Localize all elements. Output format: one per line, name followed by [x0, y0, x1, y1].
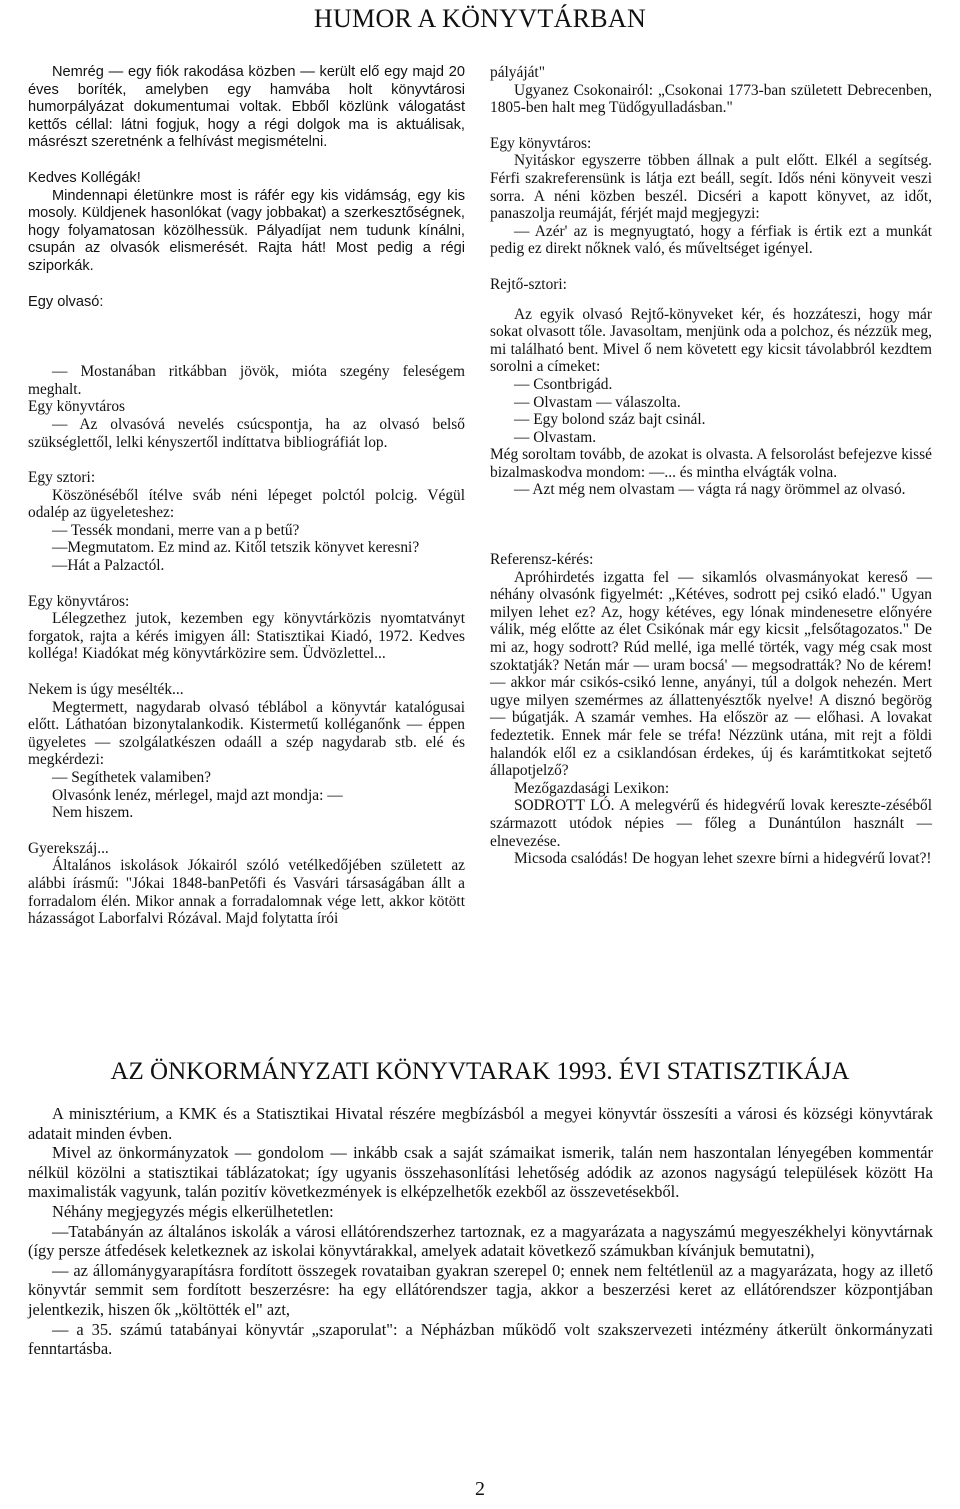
label-reference: Referensz-kérés:: [490, 551, 594, 569]
section-paragraph: Néhány megjegyzés mégis elkerülhetetlen:: [52, 1201, 334, 1221]
rejto-line: — Olvastam.: [514, 428, 597, 446]
story-line: —Megmutatom. Ez mind az. Kitől tetszik könyvet keresni?: [52, 539, 420, 557]
left-column: [28, 64, 465, 928]
section-title: AZ ÖNKORMÁNYZATI KÖNYVTARAK 1993. ÉVI STATISZTIKÁJA: [110, 1058, 850, 1085]
right-column: [490, 64, 932, 868]
librarian-3-text: Nyitáskor egyszerre többen állnak a pult előtt. Elkél a segítség. Férfi szakreferensünk is látja ezt beáll, segít. Idős néni könyveit veszi sorra. A néni közben beszél. Dicséri a kapott könyvet, az időt, panaszolja reumáját, férjét majd megjegyzi:: [490, 152, 932, 223]
label-librarian: Egy könyvtáros: [28, 398, 126, 416]
lexicon-text: SODROTT LÓ. A melegvérű és hidegvérű lovak kereszte-zéséből származott utódok népies — főleg a Dunántúlon használt — elnevezése.: [490, 797, 932, 850]
section-paragraph: —Tatabányán az általános iskolák a városi ellátórendszerhez tartoznak, ez a magyarázata a nagyszámú megyeszékhelyi könyvtárnak (így persze átfedések keletkeznek az iskolai könyvtárakkal, amelyek adatait következő számukban kívánjuk bemutatni),: [28, 1221, 933, 1261]
reader-text: — Mostanában ritkábban jövök, mióta szegény feleségem meghalt.: [28, 363, 465, 398]
story-text: Köszönéséből ítélve sváb néni lépeget polctól polcig. Végül odalép az ügyeleteshez:: [28, 486, 465, 522]
label-librarian-2: Egy könyvtáros:: [28, 592, 130, 610]
section-body: [28, 1104, 933, 1359]
told-text: Megtermett, nagydarab olvasó téblábol a könyvtár katalógusai előtt. Láthatóan bizonytalankodik. Kistermetű kolléganőnk — éppen ügyeletes — szolgálatkészen odaáll a szép nagydarab stb. elé és megkérdezi:: [28, 698, 465, 769]
label-story: Egy sztori:: [28, 469, 96, 487]
rejto-line: — Egy bolond száz bajt csinál.: [514, 411, 706, 429]
page-number: 2: [475, 1478, 485, 1500]
label-child: Gyerekszáj...: [28, 839, 109, 857]
csokonai-quote: Ugyanez Csokonairól: „Csokonai 1773-ban született Debrecenben, 1805-ben halt meg Tüdőgyulladásban.": [490, 81, 932, 117]
rejto-line: — Olvastam — válaszolta.: [514, 393, 681, 411]
label-librarian-3: Egy könyvtáros:: [490, 134, 592, 152]
librarian-2-text: Lélegzethez jutok, kezemben egy könyvtárközis nyomtatványt forgatok, rajta a kérés imigyen áll: Statisztikai Kiadó, 1972. Kedves kolléga! Kiadókat még könyvtárközire sem. Üdvözlettel...: [28, 610, 465, 663]
closing-text: Micsoda csalódás! De hogyan lehet szexre bírni a hidegvérű lovat?!: [514, 850, 932, 868]
label-rejto: Rejtő-sztori:: [490, 275, 567, 293]
greeting: Kedves Kollégák!: [28, 169, 141, 186]
rejto-text-2: Még soroltam tovább, de azokat is olvasta. A felsorolást befejezve kissé bizalmaskodva mondom: —... és mintha elvágták volna.: [490, 446, 932, 481]
lexicon-title: Mezőgazdasági Lexikon:: [514, 779, 670, 797]
told-line: Nem hiszem.: [52, 804, 134, 822]
section-paragraph: A minisztérium, a KMK és a Statisztikai Hivatal részére megbízásból a megyei könyvtár összesíti a városi és községi könyvtárak adatait minden évben.: [28, 1104, 933, 1143]
told-line: Olvasónk lenéz, mérlegel, majd azt mondja: —: [52, 786, 343, 804]
librarian-text: — Az olvasóvá nevelés csúcspontja, ha az olvasó belső szükséglettől, lelki kényszertől indíttatva bibliográfiát lop.: [28, 415, 465, 451]
section-paragraph: — a 35. számú tatabányai könyvtár „szaporulat": a Népházban működő volt szakszervezeti intézmény átkerült önkormányzati fenntartásba.: [28, 1319, 933, 1359]
rejto-quote: — Azt még nem olvastam — vágta rá nagy örömmel az olvasó.: [514, 481, 906, 499]
child-text: Általános iskolások Jókairól szóló vetélkedőjében született az alábbi írásmű: "Jókai 1848-banPetőfi és Vasvári társaságában állt a forradalom élén. Mikor annak a forradalomnak vége lett, akkor kötött házasságot Laborfalvi Rózával. Majd folytatta írói: [28, 857, 465, 928]
section-paragraph: — az állománygyarapításra fordított összegek rovataiban gyakran szerepel 0; ennek nem feltétlenül az a magyarázata, hogy az illető könyvtár semmit sem fordított beszerzésre: ha egy ellátórendszer tagja, akkor a beszerzési keret az ellátórendszer központjában jelentkezik, hiszen ők „költötték el" azt,: [28, 1260, 933, 1319]
librarian-3-quote: — Azér' az is megnyugtató, hogy a férfiak is értik ezt a munkát pedig ez direkt nőknek való, és műveltséget igényel.: [490, 222, 932, 258]
told-line: — Segíthetek valamiben?: [52, 769, 211, 786]
reference-text: Apróhirdetés izgatta fel — sikamlós olvasmányokat kereső — néhány olvasónk figyelmét: „Kétéves, sodrott pej csikó eladó." Ugyan milyen lehet ez? Az, hogy kétéves, egy lónak mindenesetre előnyére válik, még előtte az élet Csikónak már egy kicsit „felsőtagozatos." De mi az, hogy sodrott? Rúd mellé, iga mellé törték, vagy még csak most szoktatják? Netán már — uram bocsá' — megsodratták? No de kérem! — akkor már csikós-csikó lenne, anyányi, túl a dolgok nehezén. Mert ugye milyen szemérmes az állattenyésztők nyelve! A disznó begörög — búgatják. A szamár vemhes. Ha először az — előhasi. A lovakat fedeztetik. Ennek már fele se tréfa! Nézzünk utána, mit rejt a földi halandók elől ez a csiklandósan érdekes, új és karámtitkokat sejtető állapotjelző?: [490, 568, 932, 780]
label-reader: Egy olvasó:: [28, 293, 104, 310]
intro-paragraph: Nemrég — egy fiók rakodása közben — került elő egy majd 20 éves boríték, amelyben egy hamvába holt könyvtárosi humorpályázat dokumentumai voltak. Ebből közlünk válogatást kettős céllal: látni fogjuk, hogy a régi dolgok ma is aktuálisak, másrészt szeretnénk a felhívást megismételni.: [28, 64, 465, 151]
rejto-line: — Csontbrigád.: [514, 375, 613, 393]
rejto-text: Az egyik olvasó Rejtő-könyveket kér, és hozzáteszi, hogy már sokat olvasott tőle. Javasoltam, menjünk oda a polchoz, és nézzük meg, mi található bent. Mivel ő nem követett egy kicsit távolabbról kezdtem sorolni a címeket:: [490, 305, 932, 376]
section-paragraph: Mivel az önkormányzatok — gondolom — inkább csak a saját számaikat ismerik, talán nem haszontalan lényegében kommentár nélkül közölni a statisztikai táblázatokat; így ugyanis összehasonlítási lehetőség adódik az azonos nagyságú települések között Ha maximalisták vagyunk, talán pozitív következmények is elképzelhetők ezekből az összevetésekből.: [28, 1143, 933, 1202]
label-told: Nekem is úgy mesélték...: [28, 681, 184, 699]
story-line: — Tessék mondani, merre van a p betű?: [52, 521, 300, 539]
story-line: —Hát a Palzactól.: [52, 557, 165, 575]
continued-text: pályáját": [490, 64, 545, 81]
page-title: HUMOR A KÖNYVTÁRBAN: [313, 4, 647, 33]
call-paragraph: Mindennapi életünkre most is ráfér egy kis vidámság, egy kis mosoly. Küldjenek hasonlókat (vagy jobbakat) a szerkesztőségnek, hogy folyamatosan közölhessük. Pályadíjat nem tudunk kínálni, csupán az olvasók elismerését. Rajta hát! Most pedig a régi sziporkák.: [28, 187, 465, 274]
